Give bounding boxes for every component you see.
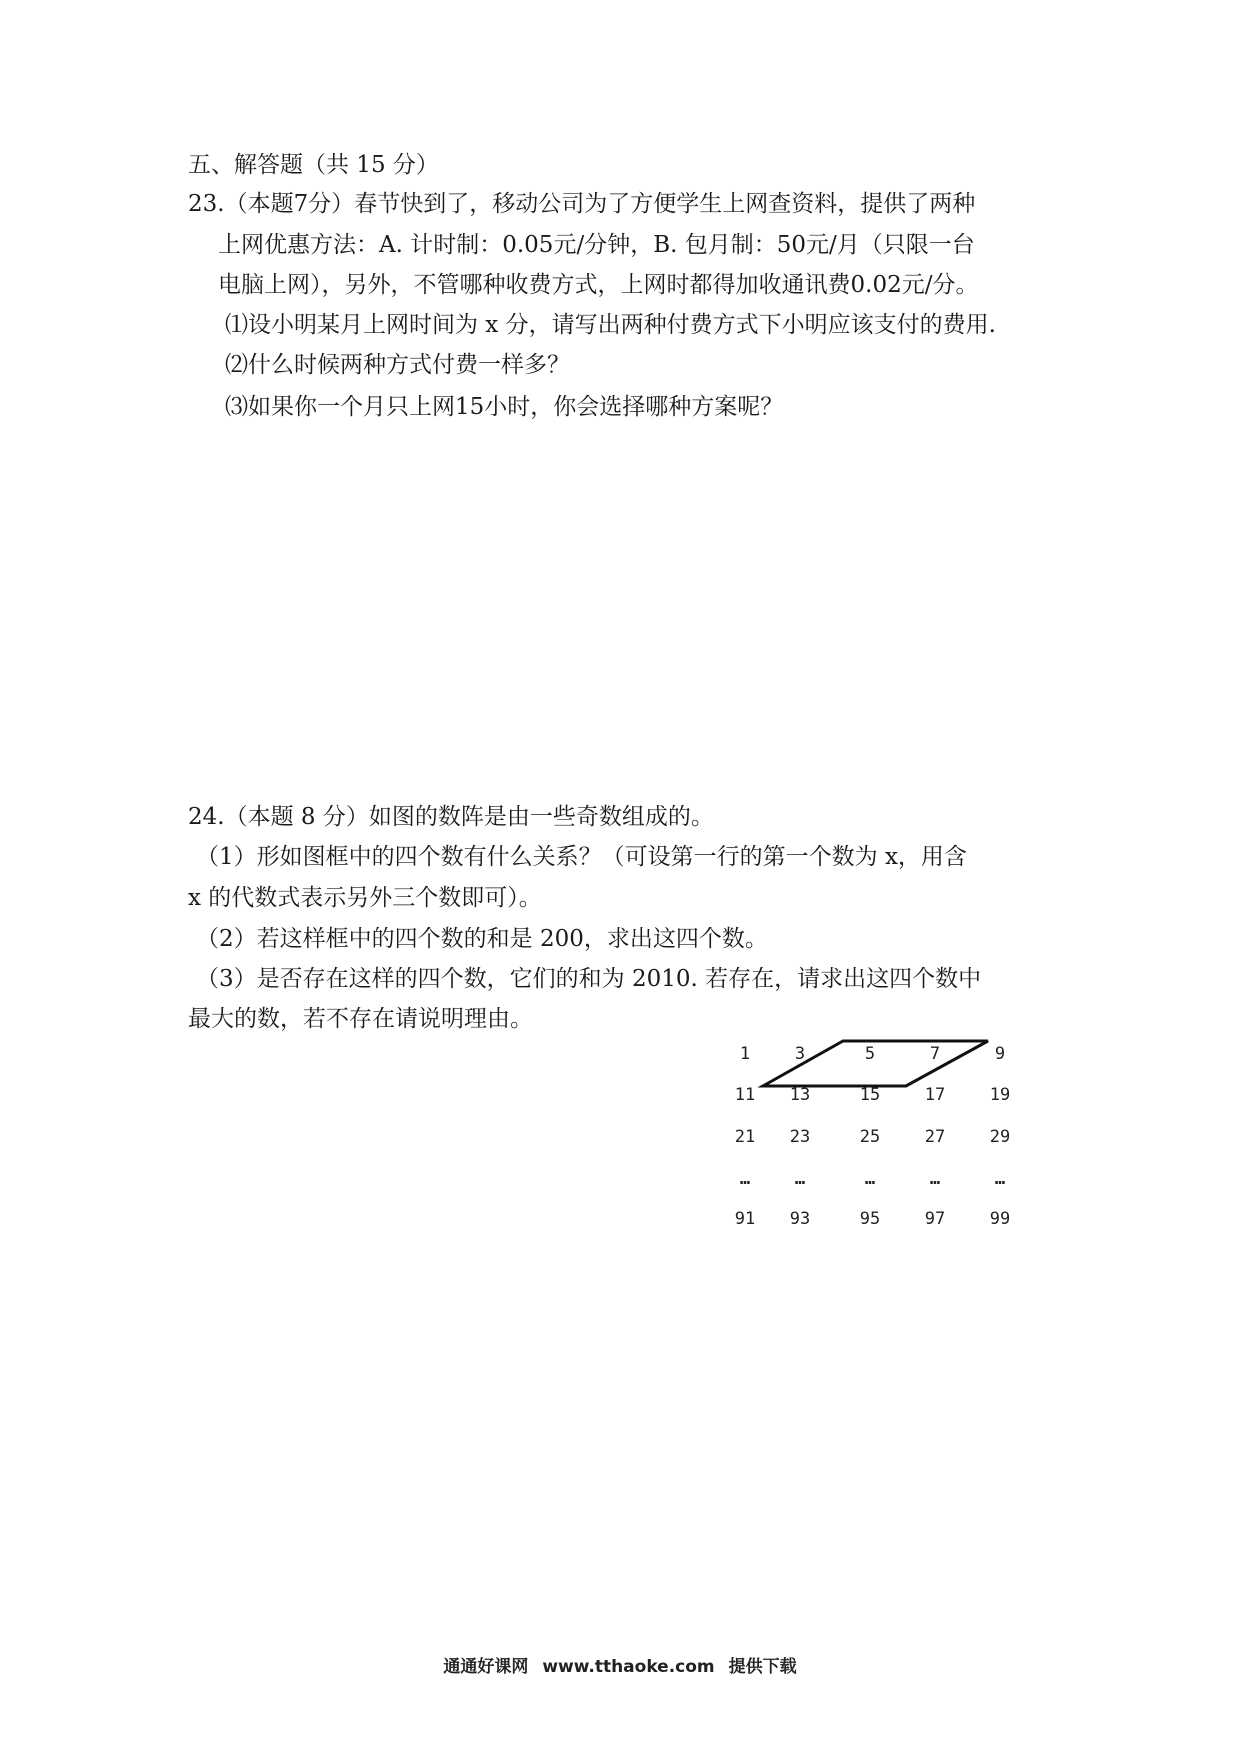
grid-cell: 9 <box>994 1044 1006 1064</box>
q23-part-3: ⑶如果你一个月只上网15小时，你会选择哪种方案呢？ <box>225 394 784 420</box>
grid-cell: 95 <box>859 1209 881 1229</box>
grid-cell: 91 <box>734 1209 756 1229</box>
grid-cell: 99 <box>989 1209 1011 1229</box>
q24-part-3-continued: 最大的数，若不存在请说明理由。 <box>188 1006 533 1032</box>
grid-cell: 15 <box>859 1085 881 1105</box>
grid-cell: 17 <box>924 1085 946 1105</box>
grid-cell: 97 <box>924 1209 946 1229</box>
footer-url[interactable]: www.tthaoke.com <box>542 1657 715 1677</box>
section-title: 五、解答题（共 15 分） <box>188 152 439 178</box>
grid-cell: 21 <box>734 1127 756 1147</box>
q24-part-1: （1）形如图框中的四个数有什么关系？（可设第一行的第一个数为 x，用含 <box>196 844 967 870</box>
grid-cell: … <box>864 1169 876 1189</box>
footer-suffix: 提供下载 <box>728 1657 797 1677</box>
odd-number-grid-figure <box>700 1020 1040 1250</box>
q24-part-3: （3）是否存在这样的四个数，它们的和为 2010. 若存在，请求出这四个数中 <box>196 966 982 992</box>
grid-cell: 1 <box>739 1044 751 1064</box>
footer-site-name: 通通好课网 <box>443 1657 529 1677</box>
q23-title: 23.（本题7分）春节快到了，移动公司为了方便学生上网查资料，提供了两种 <box>188 191 976 217</box>
grid-cell: … <box>929 1169 941 1189</box>
grid-cell: 13 <box>789 1085 811 1105</box>
grid-cell: 93 <box>789 1209 811 1229</box>
grid-cell: 23 <box>789 1127 811 1147</box>
q23-part-2: ⑵什么时候两种方式付费一样多？ <box>225 352 570 378</box>
q24-part-2: （2）若这样框中的四个数的和是 200，求出这四个数。 <box>196 926 768 952</box>
q23-line-2: 上网优惠方法：A. 计时制：0.05元/分钟，B. 包月制：50元/月（只限一台 <box>218 232 975 258</box>
grid-cell: … <box>794 1169 806 1189</box>
grid-cell: 25 <box>859 1127 881 1147</box>
grid-cell: 27 <box>924 1127 946 1147</box>
q23-line-3: 电脑上网），另外，不管哪种收费方式，上网时都得加收通讯费0.02元/分。 <box>218 272 979 298</box>
grid-cell: 5 <box>864 1044 876 1064</box>
page-footer <box>0 1652 1240 1677</box>
q24-title: 24.（本题 8 分）如图的数阵是由一些奇数组成的。 <box>188 804 714 830</box>
grid-cell: 11 <box>734 1085 756 1105</box>
grid-cell: … <box>739 1169 751 1189</box>
grid-cell: 3 <box>794 1044 806 1064</box>
grid-cell: 29 <box>989 1127 1011 1147</box>
grid-cell: 19 <box>989 1085 1011 1105</box>
q24-part-1-continued: x 的代数式表示另外三个数即可）。 <box>188 885 542 911</box>
grid-cell: 7 <box>929 1044 941 1064</box>
q23-part-1: ⑴设小明某月上网时间为 x 分，请写出两种付费方式下小明应该支付的费用. <box>225 312 996 338</box>
grid-cell: … <box>994 1169 1006 1189</box>
